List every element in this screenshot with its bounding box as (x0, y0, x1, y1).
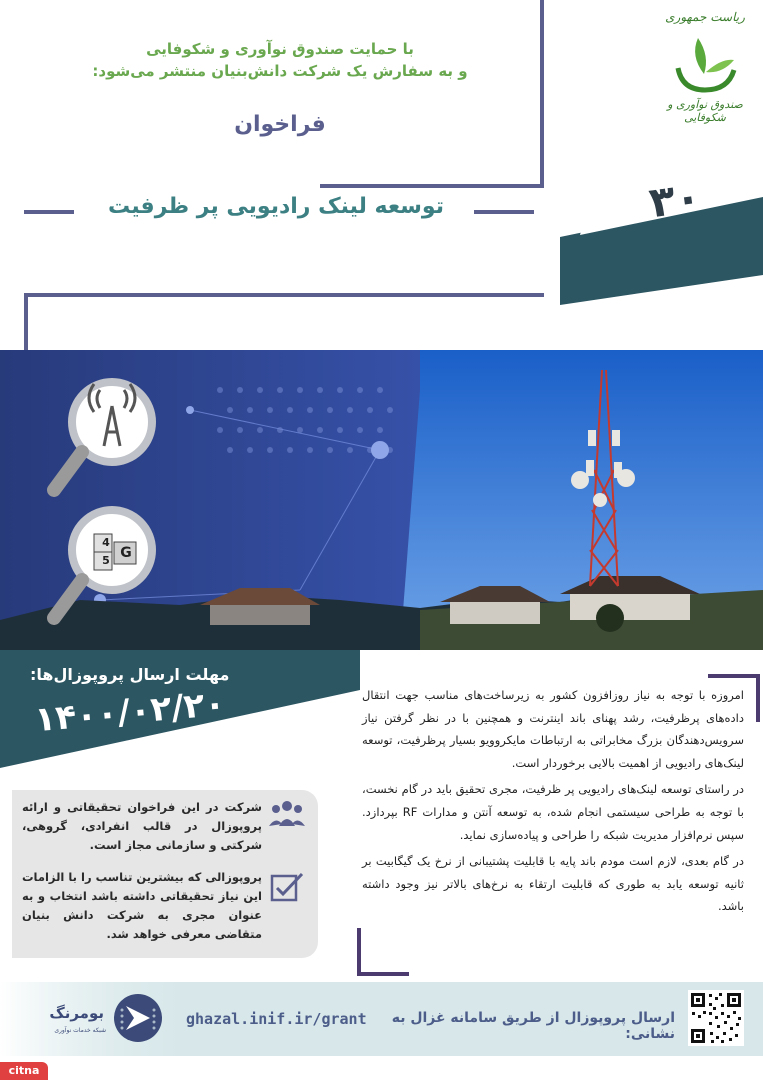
paragraph: در راستای توسعه لینک‌های رادیویی پر ظرفیت، مجری تحقیق باید در گام نخست، با توجه به طراحی سیستمی انجام شده، به توسعه آنتن و مدارات RF بپردازد. سپس نرم‌افزار مدیریت شبکه را طراحی و پیاده‌سازی نماید. (362, 782, 744, 842)
hero-photo (0, 350, 763, 650)
paragraph: در گام بعدی، لازم است مودم باند پایه با قابلیت پشتیبانی از نرخ یک گیگابیت بر ثانیه توسعه یابد به طوری که قابلیت ارتقاء به نرخ‌های بالاتر نیز وجود داشته باشد. (362, 854, 744, 914)
intro-line-1: با حمایت صندوق نوآوری و شکوفایی (146, 40, 414, 58)
leaf-sprout-icon (660, 28, 750, 98)
call-heading: فراخوان (234, 112, 326, 137)
submission-link[interactable]: ghazal.inif.ir/grant (186, 1010, 367, 1028)
intro-line-2: و به سفارش یک شرکت دانش‌بنیان منتشر می‌شود: (92, 62, 468, 80)
page-title: توسعه‌ لینک رادیویی پر ظرفیت (108, 194, 444, 219)
call-number: ۳۰ (646, 171, 704, 228)
deadline-date: ۱۴۰۰/۰۲/۲۰ (33, 683, 227, 741)
info-item-selection: پروپوزالی که بیشترین تناسب را با الزامات این نیاز تحقیقاتی داشته باشد انتخاب و به عنوان مجری به شرکت دانش بنیان متقاضی معرفی خواهد شد. (22, 870, 262, 941)
badge-5: 5 (102, 554, 110, 567)
badge-4: 4 (102, 536, 110, 549)
brand-name: بومرنگ (49, 1004, 104, 1022)
qr-code-icon[interactable] (688, 990, 744, 1046)
radio-tower-icon (42, 372, 162, 502)
frame-line (24, 210, 74, 214)
checklist-icon (268, 872, 306, 904)
bracket-decoration (357, 928, 409, 976)
badge-g: G (120, 545, 132, 561)
brand-tagline: شبکه خدمات نوآوری (54, 1027, 106, 1034)
frame-line (24, 293, 28, 353)
submission-instruction: ارسال پروپوزال از طریق سامانه غزال به نشانی: (391, 1010, 675, 1042)
frame-line (474, 210, 534, 214)
deadline-label: مهلت ارسال پروپوزال‌ها: (30, 665, 230, 684)
logo-bottom-text: صندوق نوآوری و شکوفایی (667, 98, 743, 124)
intro-text (60, 38, 500, 82)
frame-line (24, 293, 544, 297)
frame-line (320, 184, 544, 188)
info-item-participation: شرکت در این فراخوان تحقیقاتی و ارائه پروپوزال در قالب انفرادی، گروهی، شرکتی و سازمانی مجاز است. (22, 800, 262, 852)
logo (660, 10, 750, 130)
frame-line (540, 0, 544, 186)
logo-top-text: ریاست جمهوری (665, 10, 745, 24)
description (362, 684, 744, 922)
watermark: citna (0, 1062, 48, 1080)
paragraph: امروزه با توجه به نیاز روزافزون کشور به زیرساخت‌های مناسب جهت انتقال داده‌های پرظرفیت، رشد پهنای باند اینترنت و همچنین با در نظر گرفتن نیاز سرویس‌دهندگان بزرگ مخابراتی به ارتباطات مایکروویو بسیار پرظرفیت، توسعه لینک‌های رادیویی از اهمیت بالایی برخوردار است. (362, 688, 744, 770)
people-icon (268, 798, 306, 830)
